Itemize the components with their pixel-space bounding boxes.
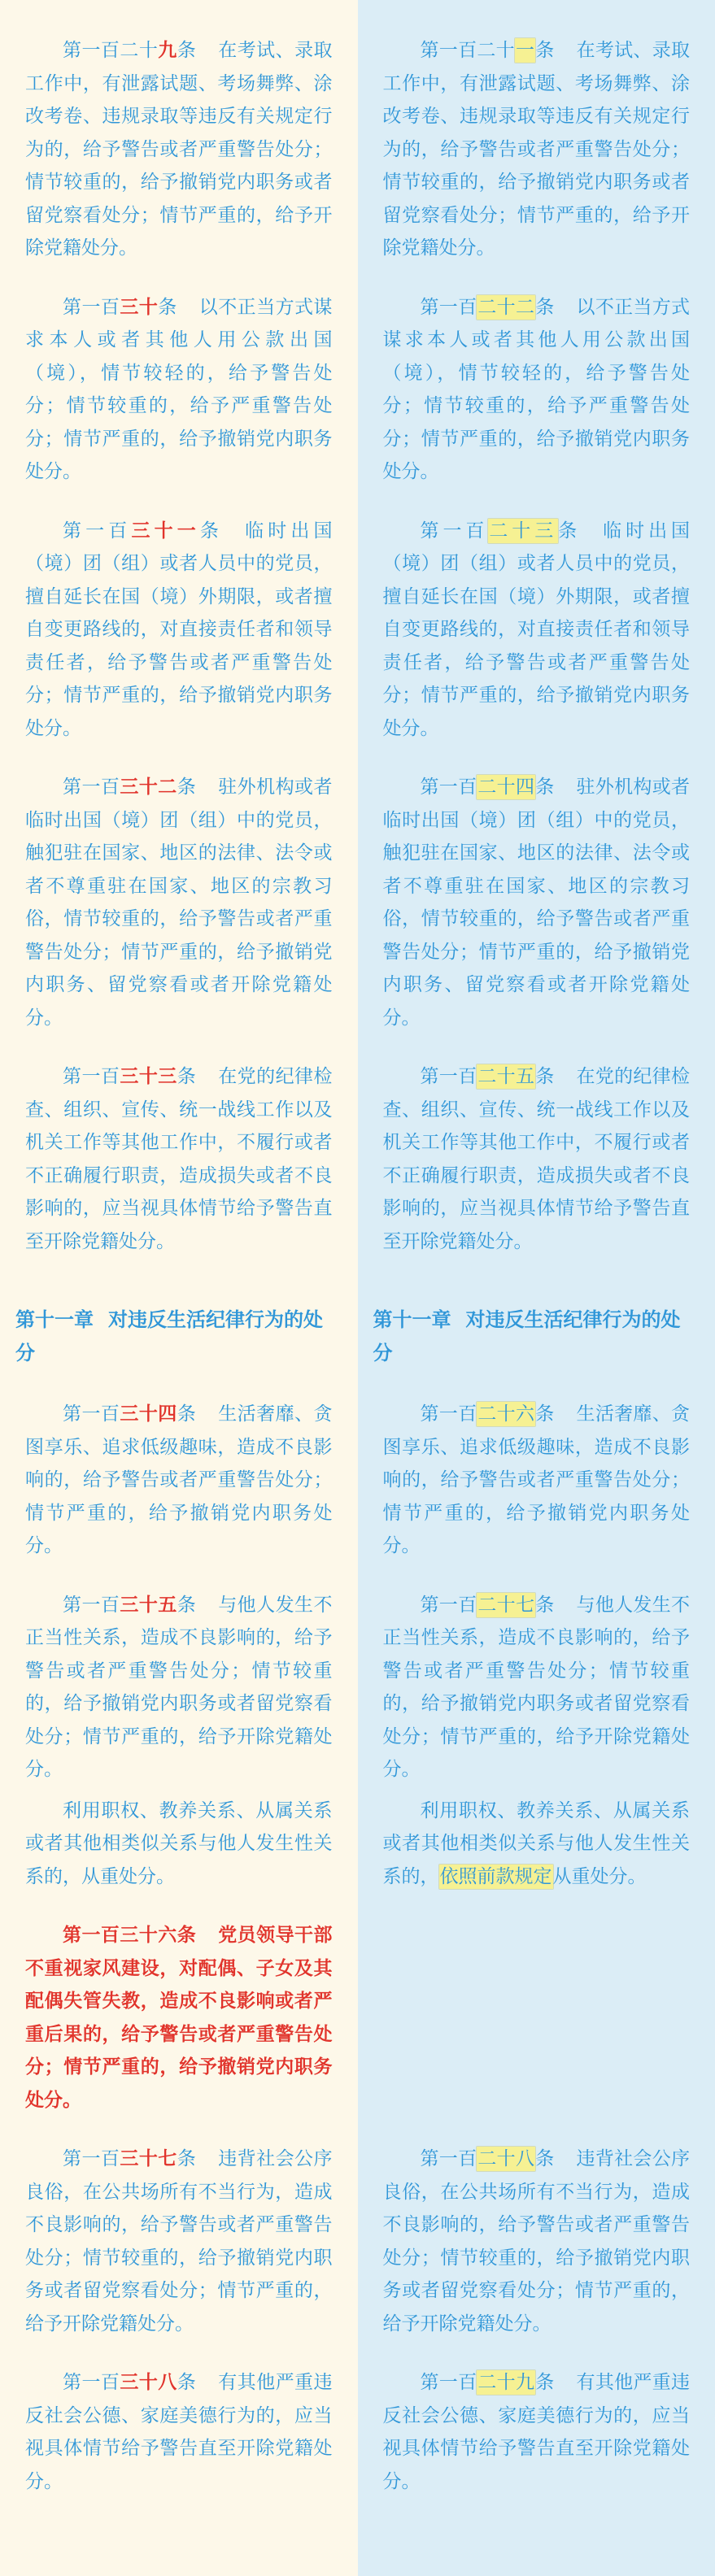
article-number-suffix: 条	[177, 1403, 196, 1425]
left-article-138-cell	[0, 2366, 358, 2524]
article-number-suffix: 条	[535, 297, 554, 318]
article-body: 驻外机构或者临时出国（境）团（组）中的党员，触犯驻在国家、地区的法律、法令或者不尊重驻在国家、地区的宗教习俗，情节较重的，给予警告或者严重警告处分；情节严重的，给予撤销党内职务、留党察看或者开除党籍处分。	[383, 777, 691, 1029]
right-empty-gap-cell	[358, 1919, 715, 2143]
article-number-suffix: 条	[177, 40, 196, 61]
left-article-133-cell	[0, 1060, 358, 1284]
article-body: 生活奢靡、贪图享乐、追求低级趣味，造成不良影响的，给予警告或者严重警告处分；情节严重的，给予撤销党内职务处分。	[25, 1403, 333, 1556]
article-number-highlight: 二十四	[477, 775, 535, 799]
article-number-suffix: 条	[177, 1595, 196, 1616]
article-paragraph	[25, 515, 333, 746]
article-body: 在考试、录取工作中，有泄露试题、考场舞弊、涂改考卷、违规录取等违反有关规定行为的，给予警告或者严重警告处分；情节较重的，给予撤销党内职务或者留党察看处分；情节严重的，给予开除党籍处分。	[25, 40, 333, 259]
left-chapter-cell	[0, 1284, 358, 1398]
article-number-highlight: 二十八	[477, 2147, 535, 2171]
article-body: 临时出国（境）团（组）或者人员中的党员，擅自延长在国（境）外期限，或者擅自变更路线的，对直接责任者和领导责任者，给予警告或者严重警告处分；情节严重的，给予撤销党内职务处分。	[383, 520, 691, 739]
article-number-suffix: 条	[535, 2372, 554, 2393]
subclause-body-end: 从重处分。	[553, 1866, 647, 1887]
left-article-129-cell	[0, 34, 358, 291]
chapter-title: 对违反生活纪律行为的处分	[15, 1308, 323, 1364]
article-number-suffix: 条	[535, 2148, 554, 2169]
article-paragraph	[383, 1398, 691, 1563]
article-number: 第一百	[421, 520, 489, 542]
article-number: 第一百	[63, 1403, 120, 1425]
subclause-paragraph	[25, 1795, 333, 1894]
article-number: 第一百	[421, 297, 477, 318]
article-number: 第一百三十六条	[63, 1925, 196, 1946]
article-number-suffix: 条	[535, 40, 554, 61]
article-number: 第一百	[421, 2148, 477, 2169]
chapter-heading	[373, 1303, 700, 1369]
article-body: 违背社会公序良俗，在公共场所有不当行为，造成不良影响的，给予警告或者严重警告处分；情节较重的，给予撤销党内职务或者留党察看处分；情节严重的，给予开除党籍处分。	[25, 2148, 333, 2334]
article-number: 第一百	[63, 1595, 120, 1616]
article-number-changed: 三十五	[120, 1595, 177, 1616]
article-number: 第一百二十	[63, 40, 158, 61]
article-paragraph	[25, 1398, 333, 1563]
right-article-122-cell	[358, 291, 715, 515]
article-paragraph	[383, 1060, 691, 1258]
left-article-136-cell	[0, 1919, 358, 2143]
article-number: 第一百	[421, 1595, 477, 1616]
article-body: 生活奢靡、贪图享乐、追求低级趣味，造成不良影响的，给予警告或者严重警告处分；情节严重的，给予撤销党内职务处分。	[383, 1403, 691, 1556]
article-paragraph	[383, 291, 691, 489]
article-number-suffix: 条	[177, 2372, 196, 2393]
right-article-125-cell	[358, 1060, 715, 1284]
article-number: 第一百	[421, 2372, 477, 2393]
article-number-changed: 九	[158, 40, 177, 61]
right-subclause-cell	[358, 1795, 715, 1920]
right-article-129-cell	[358, 2366, 715, 2524]
left-article-134-cell	[0, 1398, 358, 1589]
subclause-highlight: 依照前款规定	[439, 1865, 553, 1889]
right-article-123-cell	[358, 515, 715, 772]
article-number-highlight: 二十六	[477, 1402, 535, 1426]
article-body: 违背社会公序良俗，在公共场所有不当行为，造成不良影响的，给予警告或者严重警告处分；情节较重的，给予撤销党内职务或者留党察看处分；情节严重的，给予开除党籍处分。	[383, 2148, 691, 2334]
right-article-121-cell	[358, 34, 715, 291]
left-article-130-cell	[0, 291, 358, 515]
article-number-highlight: 二十五	[477, 1064, 535, 1089]
article-number: 第一百	[421, 1066, 477, 1087]
left-article-137-cell	[0, 2143, 358, 2366]
chapter-heading	[15, 1303, 342, 1369]
article-paragraph	[383, 515, 691, 746]
article-number-highlight: 二十九	[477, 2370, 535, 2395]
article-number: 第一百	[63, 297, 120, 318]
article-number-suffix: 条	[200, 520, 223, 542]
chapter-number: 第十一章	[373, 1308, 451, 1331]
article-number-suffix: 条	[177, 777, 196, 798]
article-number: 第一百	[63, 1066, 120, 1087]
article-paragraph	[383, 771, 691, 1034]
article-body: 在考试、录取工作中，有泄露试题、考场舞弊、涂改考卷、违规录取等违反有关规定行为的，给予警告或者严重警告处分；情节较重的，给予撤销党内职务或者留党察看处分；情节严重的，给予开除党籍处分。	[383, 40, 691, 259]
article-paragraph	[383, 34, 691, 265]
article-body: 临时出国（境）团（组）或者人员中的党员，擅自延长在国（境）外期限，或者擅自变更路线的，对直接责任者和领导责任者，给予警告或者严重警告处分；情节严重的，给予撤销党内职务处分。	[25, 520, 333, 739]
right-top-spacer	[358, 0, 715, 34]
article-paragraph	[383, 1589, 691, 1786]
article-number-suffix: 条	[158, 297, 177, 318]
right-bottom-spacer	[358, 2524, 715, 2576]
article-body: 在党的纪律检查、组织、宣传、统一战线工作以及机关工作等其他工作中，不履行或者不正确履行职责，造成损失或者不良影响的，应当视具体情节给予警告直至开除党籍处分。	[383, 1066, 691, 1252]
article-number-changed: 三十三	[120, 1066, 177, 1087]
subclause-body: 利用职权、教养关系、从属关系或者其他相类似关系与他人发生性关系的，	[383, 1800, 691, 1887]
chapter-number: 第十一章	[15, 1308, 94, 1331]
article-number: 第一百	[63, 2148, 120, 2169]
left-top-spacer	[0, 0, 358, 34]
left-subclause-cell	[0, 1795, 358, 1920]
article-paragraph	[25, 1060, 333, 1258]
article-body: 与他人发生不正当性关系，造成不良影响的，给予警告或者严重警告处分；情节较重的，给予撤销党内职务或者留党察看处分；情节严重的，给予开除党籍处分。	[383, 1595, 691, 1781]
article-number-suffix: 条	[177, 1066, 196, 1087]
new-article-paragraph	[25, 1919, 333, 2117]
article-number-suffix: 条	[535, 777, 554, 798]
article-body: 在党的纪律检查、组织、宣传、统一战线工作以及机关工作等其他工作中，不履行或者不正确履行职责，造成损失或者不良影响的，应当视具体情节给予警告直至开除党籍处分。	[25, 1066, 333, 1252]
left-article-131-cell	[0, 515, 358, 772]
article-number-suffix: 条	[535, 1595, 554, 1616]
article-paragraph	[25, 1589, 333, 1786]
article-paragraph	[383, 2366, 691, 2498]
article-number-changed: 三十八	[120, 2372, 177, 2393]
article-paragraph	[25, 2366, 333, 2498]
right-chapter-cell	[358, 1284, 715, 1398]
article-body: 有其他严重违反社会公德、家庭美德行为的，应当视具体情节给予警告直至开除党籍处分。	[383, 2372, 691, 2492]
chapter-title: 对违反生活纪律行为的处分	[373, 1308, 681, 1364]
article-number-suffix: 条	[535, 1066, 554, 1087]
subclause-body: 利用职权、教养关系、从属关系或者其他相类似关系与他人发生性关系的，从重处分。	[25, 1800, 333, 1887]
article-number: 第一百二十	[421, 40, 515, 61]
article-number-changed: 三十四	[120, 1403, 177, 1425]
right-article-126-cell	[358, 1398, 715, 1589]
article-number: 第一百	[63, 520, 131, 542]
article-number-suffix: 条	[558, 520, 581, 542]
article-number: 第一百	[421, 1403, 477, 1425]
article-paragraph	[25, 2143, 333, 2340]
article-number-changed: 三十二	[120, 777, 177, 798]
left-bottom-spacer	[0, 2524, 358, 2576]
article-number-changed: 三十七	[120, 2148, 177, 2169]
article-number-changed: 三十	[120, 297, 158, 318]
article-body: 有其他严重违反社会公德、家庭美德行为的，应当视具体情节给予警告直至开除党籍处分。	[25, 2372, 333, 2492]
article-body: 党员领导干部不重视家风建设，对配偶、子女及其配偶失管失教，造成不良影响或者严重后果的，给予警告或者严重警告处分；情节严重的，给予撤销党内职务处分。	[25, 1925, 333, 2111]
article-number: 第一百	[63, 777, 120, 798]
article-number-highlight: 二十三	[488, 519, 558, 543]
article-number-highlight: 二十二	[477, 295, 535, 320]
article-body: 与他人发生不正当性关系，造成不良影响的，给予警告或者严重警告处分；情节较重的，给予撤销党内职务或者留党察看处分；情节严重的，给予开除党籍处分。	[25, 1595, 333, 1781]
article-paragraph	[383, 2143, 691, 2340]
article-number: 第一百	[421, 777, 477, 798]
article-number-highlight: 一	[515, 38, 535, 63]
article-body: 以不正当方式谋求本人或者其他人用公款出国（境），情节较轻的，给予警告处分；情节较重的，给予严重警告处分；情节严重的，给予撤销党内职务处分。	[383, 297, 691, 483]
article-number: 第一百	[63, 2372, 120, 2393]
article-number-highlight: 二十七	[477, 1593, 535, 1617]
right-article-128-cell	[358, 2143, 715, 2366]
article-paragraph	[25, 291, 333, 489]
right-article-127-cell	[358, 1589, 715, 1795]
article-paragraph	[25, 771, 333, 1034]
article-body: 以不正当方式谋求本人或者其他人用公款出国（境），情节较轻的，给予警告处分；情节较重的，给予严重警告处分；情节严重的，给予撤销党内职务处分。	[25, 297, 333, 483]
article-number-suffix: 条	[535, 1403, 554, 1425]
right-article-124-cell	[358, 771, 715, 1060]
article-paragraph	[25, 34, 333, 265]
article-number-changed: 三十一	[131, 520, 199, 542]
left-article-132-cell	[0, 771, 358, 1060]
article-body: 驻外机构或者临时出国（境）团（组）中的党员，触犯驻在国家、地区的法律、法令或者不尊重驻在国家、地区的宗教习俗，情节较重的，给予警告或者严重警告处分；情节严重的，给予撤销党内职务、留党察看或者开除党籍处分。	[25, 777, 333, 1029]
subclause-paragraph	[383, 1795, 691, 1894]
article-number-suffix: 条	[177, 2148, 196, 2169]
left-article-135-cell	[0, 1589, 358, 1795]
